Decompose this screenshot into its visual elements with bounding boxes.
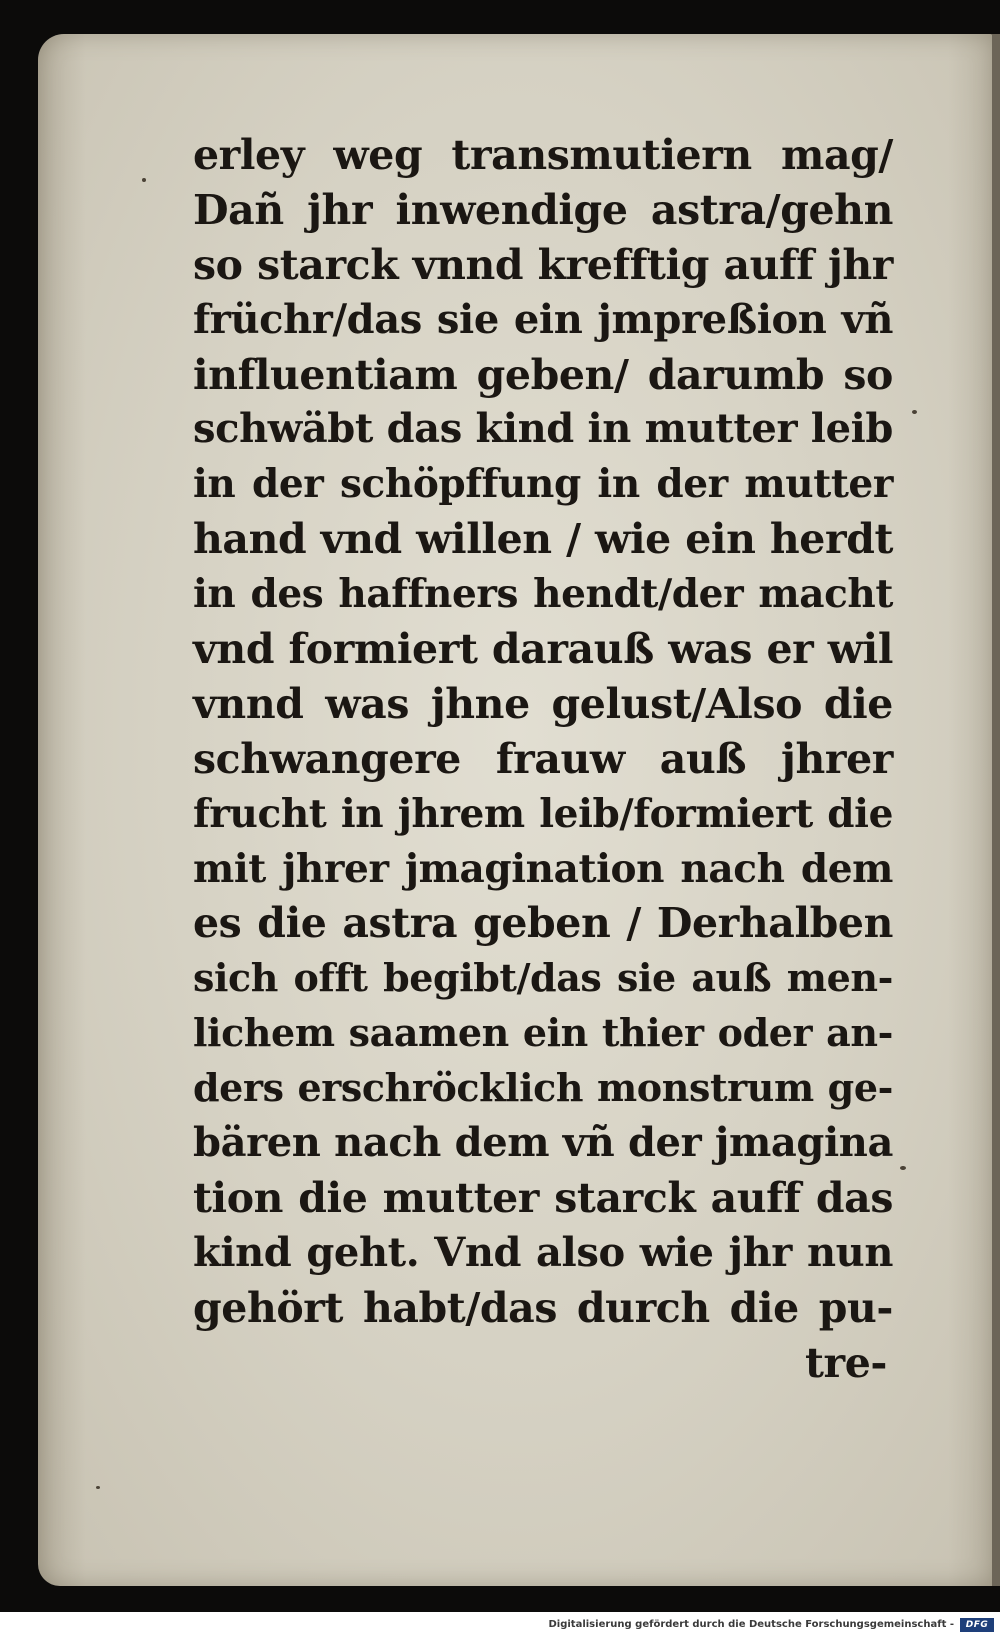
ink-speck (900, 1166, 906, 1170)
text-line: bären nach dem vñ der jmagina (193, 1119, 893, 1167)
text-line: erley weg transmutiern mag/ (193, 131, 893, 179)
text-line: Dañ jhr inwendige astra/gehn (193, 185, 893, 234)
page-edge (992, 34, 1000, 1586)
page-text (193, 128, 893, 1390)
text-line: vnd formiert darauß was er wil (193, 625, 893, 674)
dfg-logo-icon: DFG (960, 1618, 994, 1632)
catchword: tre- (804, 1338, 887, 1387)
text-line: kind geht. Vnd also wie jhr nun (193, 1228, 893, 1276)
text-line: so starck vnnd krefftig auff jhr (193, 240, 893, 289)
text-line: frucht in jhrem leib/formiert die (193, 790, 893, 837)
text-line: influentiam geben/ darumb so (193, 350, 893, 399)
text-line: ders erschröcklich monstrum ge- (193, 1065, 893, 1111)
funding-credit: Digitalisierung gefördert durch die Deutsche Forschungsgemeinschaft - (548, 1619, 954, 1630)
text-line: schwangere frauw auß jhrer (193, 734, 893, 783)
text-line: es die astra geben / Derhalben (193, 899, 893, 948)
text-line: in der schöpffung in der mutter (193, 461, 893, 508)
ink-speck (96, 1486, 100, 1489)
text-line: sich offt begibt/das sie auß men- (193, 955, 893, 1001)
text-line: lichem saamen ein thier oder an- (193, 1010, 893, 1056)
text-line: tion die mutter starck auff das (193, 1173, 893, 1222)
text-line: vnnd was jhne gelust/Also die (193, 679, 893, 728)
text-line: mit jhrer jmagination nach dem (193, 845, 893, 892)
text-line: früchr/das sie ein jmpreßion vñ (193, 295, 893, 343)
text-line: schwäbt das kind in mutter leib (193, 405, 893, 453)
text-line: gehört habt/das durch die pu- (193, 1283, 893, 1332)
text-line: hand vnd willen / wie ein herdt (193, 515, 893, 564)
ink-speck (142, 178, 146, 182)
text-line: in des haffners hendt/der macht (193, 571, 893, 618)
ink-speck (912, 410, 917, 414)
